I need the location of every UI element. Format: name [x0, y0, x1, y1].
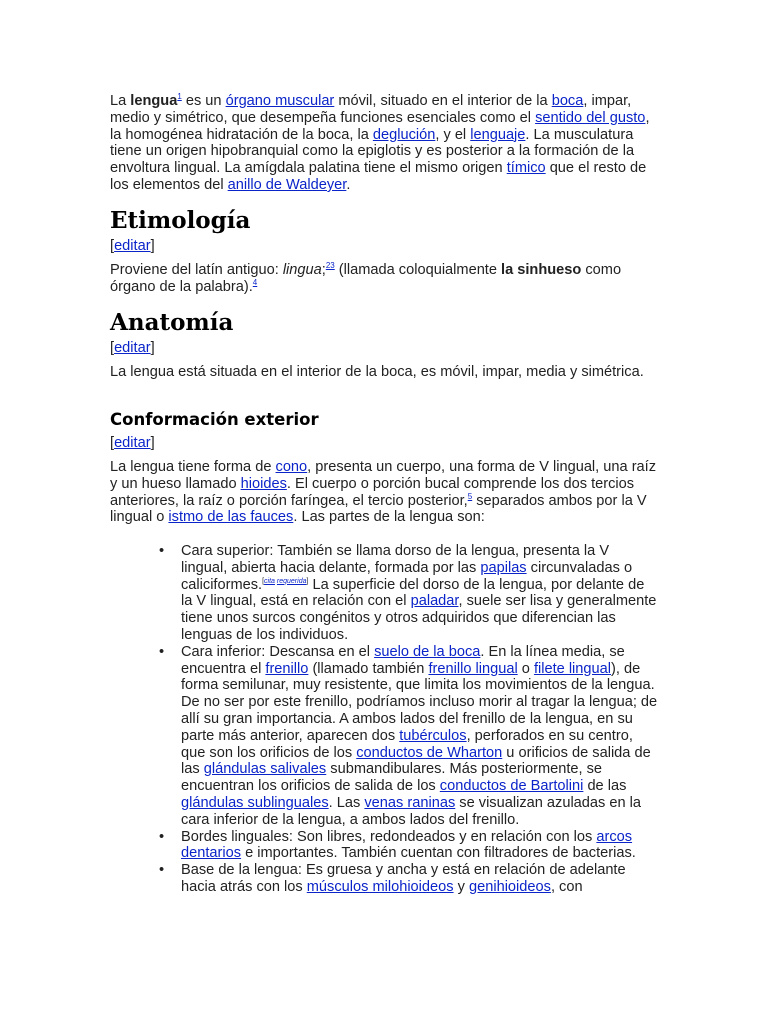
- list-text: u orificios de salida de las: [181, 744, 651, 778]
- etimologia-section: [110, 208, 660, 234]
- term-lingua: lingua: [282, 262, 322, 278]
- link-timico[interactable]: tímico: [506, 160, 546, 177]
- conformacion-text: . El cuerpo o porción bucal comprende los dos tercios anteriores, la raíz o porción faríngea, el tercio posterior,: [110, 475, 635, 509]
- list-text: , suele ser lisa y generalmente tiene unos surcos congénitos y otros adquiridos que diferencian las lenguas de los individuos.: [181, 593, 657, 643]
- edit-bracket: [: [110, 238, 115, 254]
- link-arcos-dentarios[interactable]: arcos dentarios: [181, 828, 633, 862]
- list-text: ), de forma semilunar, muy resistente, que limita los movimientos de la lengua. De no ser por este frenillo, podríamos incluso morir al tragar la lengua; de allí su gran importancia. A ambos lados del frenillo de la lengua, en su parte más anterior, aparecen dos: [181, 660, 658, 744]
- edit-bracket: ]: [150, 238, 155, 254]
- edit-bracket: ]: [150, 340, 155, 356]
- ref-1-link[interactable]: 1: [177, 92, 182, 101]
- parts-list-container: [181, 543, 659, 896]
- link-organo-muscular[interactable]: órgano muscular: [225, 93, 335, 109]
- list-text: e importantes. También cuentan con filtradores de bacterias.: [241, 845, 636, 862]
- cita-requerida: [262, 578, 308, 585]
- intro-text: .: [346, 176, 351, 193]
- intro-text: , la homogénea hidratación de la boca, la: [110, 109, 650, 143]
- edit-link-conformacion[interactable]: editar: [114, 435, 151, 451]
- conformacion-section: [110, 410, 660, 430]
- list-text: circunvaladas o caliciformes.: [181, 559, 633, 593]
- requerida-link[interactable]: requerida: [276, 577, 307, 585]
- anatomia-section: [110, 310, 660, 336]
- conformacion-text: separados ambos por la V lingual o: [110, 492, 647, 526]
- intro-text: . La musculatura tiene un origen hipobranquial como la epiglotis y es posterior a la formación de la envoltura lingual. La amígdala palatina tiene el mismo origen: [110, 126, 635, 177]
- cita-bracket: ]: [306, 577, 309, 585]
- anatomia-body: [110, 364, 660, 381]
- conformacion-body: [110, 459, 660, 526]
- ref-23-link[interactable]: 23: [325, 261, 335, 270]
- cita-bracket: [: [262, 577, 265, 585]
- link-cono[interactable]: cono: [275, 459, 308, 475]
- intro-paragraph: [110, 93, 660, 194]
- intro-text: que el resto de los elementos del: [110, 160, 647, 193]
- link-glandulas-sublinguales[interactable]: glándulas sublinguales: [181, 794, 329, 811]
- anatomia-paragraph: La lengua está situada en el interior de la boca, es móvil, impar, media y simétrica.: [110, 364, 644, 380]
- ref-5-link[interactable]: 5: [467, 491, 473, 501]
- link-conductos-de-bartolini[interactable]: conductos de Bartolini: [439, 778, 584, 795]
- list-text: Base de la lengua: Es gruesa y ancha y está en relación de adelante hacia atrás con los: [181, 862, 626, 895]
- link-frenillo[interactable]: frenillo: [265, 660, 309, 677]
- link-glandulas-salivales[interactable]: glándulas salivales: [203, 761, 327, 778]
- heading-anatomia: Anatomía: [110, 309, 234, 336]
- etimologia-body: [110, 262, 660, 296]
- ref-4[interactable]: [253, 278, 257, 287]
- list-text: se visualizan azuladas en la cara inferior de la lengua, a ambos lados del frenillo.: [181, 794, 642, 828]
- link-hioides[interactable]: hioides: [240, 475, 287, 492]
- anatomia-edit: [110, 340, 660, 357]
- intro-section: [110, 93, 660, 194]
- list-text: submandibulares. Más posteriormente, se encuentran los orificios de salida de los: [181, 761, 603, 795]
- link-suelo-de-la-boca[interactable]: suelo de la boca: [374, 643, 481, 660]
- list-text: de las: [583, 778, 627, 795]
- list-item-cara-inferior: [181, 644, 659, 829]
- list-text: . Las: [328, 794, 365, 811]
- link-boca[interactable]: boca: [551, 93, 584, 109]
- conformacion-text: , presenta un cuerpo, una forma de V lingual, una raíz y un hueso llamado: [110, 459, 657, 492]
- conformacion-text: . Las partes de la lengua son:: [293, 509, 485, 526]
- list-item-cara-superior: [181, 543, 659, 644]
- etimologia-paragraph: [110, 262, 660, 296]
- list-text: o: [517, 660, 534, 677]
- link-conductos-de-wharton[interactable]: conductos de Wharton: [356, 744, 503, 761]
- list-text: , perforados en su centro, que son los orificios de los: [181, 727, 633, 761]
- link-genihioideos[interactable]: genihioideos: [468, 878, 551, 895]
- list-item-base-de-la-lengua: [181, 862, 659, 896]
- link-filete-lingual[interactable]: filete lingual: [533, 660, 612, 677]
- cita-link[interactable]: cita: [264, 577, 275, 585]
- link-istmo-de-las-fauces[interactable]: istmo de las fauces: [168, 509, 294, 526]
- link-lenguaje[interactable]: lenguaje: [470, 126, 526, 143]
- link-venas-raninas[interactable]: venas raninas: [364, 794, 456, 811]
- conformacion-text: La lengua tiene forma de: [110, 459, 276, 475]
- list-text: , con: [550, 878, 583, 895]
- list-text: (llamado también: [308, 660, 429, 677]
- list-text: La superficie del dorso de la lengua, por delante de la V lingual, está en relación con el: [181, 576, 645, 610]
- link-tuberculos[interactable]: tubérculos: [399, 727, 467, 744]
- term-sinhueso: la sinhueso: [501, 262, 582, 278]
- intro-text: es un: [181, 93, 226, 109]
- edit-link-etimologia[interactable]: editar: [114, 238, 151, 254]
- intro-text: , y el: [435, 126, 471, 143]
- list-text: y: [453, 878, 469, 895]
- conformacion-paragraph: [110, 459, 660, 526]
- term-lengua: lengua: [130, 93, 178, 109]
- link-papilas[interactable]: papilas: [480, 559, 527, 576]
- etimologia-edit: [110, 238, 660, 255]
- list-text: . En la línea media, se encuentra el: [181, 643, 625, 677]
- edit-bracket: ]: [150, 435, 155, 451]
- list-text: Cara inferior: Descansa en el: [181, 643, 375, 660]
- list-text: Bordes linguales: Son libres, redondeados y en relación con los: [181, 828, 597, 845]
- etimologia-text: como órgano de la palabra).: [110, 262, 622, 295]
- ref-4-link[interactable]: 4: [252, 277, 258, 287]
- edit-bracket: [: [110, 340, 115, 356]
- heading-conformacion-exterior: Conformación exterior: [110, 410, 319, 429]
- link-paladar[interactable]: paladar: [410, 593, 459, 610]
- conformacion-edit: [110, 435, 660, 452]
- intro-text: , impar, medio y simétrico, que desempeña funciones esenciales como el: [110, 93, 632, 126]
- list-text: Cara superior: También se llama dorso de la lengua, presenta la V lingual, abierta hacia delante, formada por las: [181, 543, 610, 576]
- intro-text: móvil, situado en el interior de la: [334, 93, 552, 109]
- link-sentido-del-gusto[interactable]: sentido del gusto: [535, 109, 646, 126]
- ref-23[interactable]: [326, 261, 335, 270]
- link-musculos-milohioideos[interactable]: músculos milohioideos: [306, 878, 454, 895]
- etimologia-text: ;: [321, 262, 326, 278]
- edit-bracket: [: [110, 435, 115, 451]
- edit-link-anatomia[interactable]: editar: [114, 340, 151, 356]
- link-deglucion[interactable]: deglución: [372, 126, 436, 143]
- etimologia-text: (llamada coloquialmente: [334, 262, 502, 278]
- parts-list: [181, 543, 659, 896]
- link-anillo-de-waldeyer[interactable]: anillo de Waldeyer: [227, 176, 347, 193]
- intro-text: La: [110, 93, 131, 109]
- heading-etimologia: Etimología: [110, 207, 251, 234]
- etimologia-text: Proviene del latín antiguo:: [110, 262, 283, 278]
- list-item-bordes-linguales: [181, 829, 659, 863]
- link-frenillo-lingual[interactable]: frenillo lingual: [428, 660, 518, 677]
